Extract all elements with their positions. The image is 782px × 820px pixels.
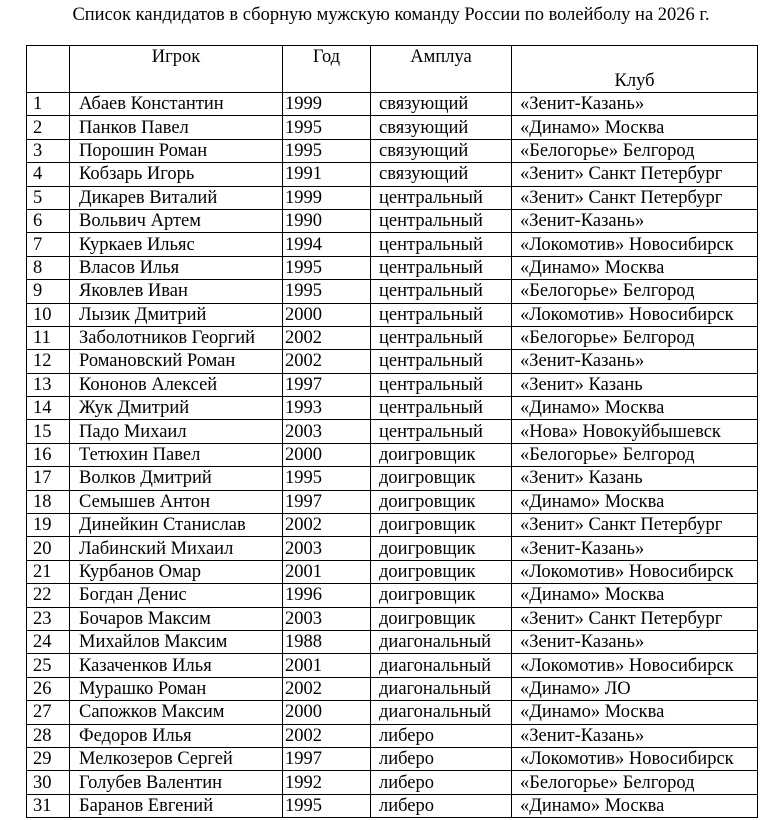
row-number: 22 <box>27 584 70 607</box>
player-name: Дикарев Виталий <box>70 186 283 209</box>
table-row <box>27 186 758 209</box>
table-row <box>27 724 758 747</box>
player-role: доигровщик <box>371 467 512 490</box>
header-club: Клуб <box>512 46 758 93</box>
player-role: доигровщик <box>371 490 512 513</box>
table-row <box>27 630 758 653</box>
table-row <box>27 209 758 232</box>
birth-year: 1990 <box>283 209 371 232</box>
club-name: «Динамо» Москва <box>512 490 758 513</box>
club-name: «Локомотив» Новосибирск <box>512 747 758 770</box>
player-name: Казаченков Илья <box>70 654 283 677</box>
club-name: «Динамо» Москва <box>512 701 758 724</box>
row-number: 31 <box>27 794 70 817</box>
club-name: «Локомотив» Новосибирск <box>512 233 758 256</box>
row-number: 20 <box>27 537 70 560</box>
table-row <box>27 163 758 186</box>
birth-year: 1999 <box>283 93 371 116</box>
player-role: центральный <box>371 350 512 373</box>
club-name: «Динамо» Москва <box>512 584 758 607</box>
birth-year: 2002 <box>283 724 371 747</box>
table-row <box>27 467 758 490</box>
row-number: 16 <box>27 443 70 466</box>
player-role: связующий <box>371 163 512 186</box>
row-number: 3 <box>27 139 70 162</box>
player-role: доигровщик <box>371 560 512 583</box>
table-row <box>27 771 758 794</box>
birth-year: 1995 <box>283 280 371 303</box>
player-name: Кононов Алексей <box>70 373 283 396</box>
club-name: «Зенит» Санкт Петербург <box>512 163 758 186</box>
row-number: 1 <box>27 93 70 116</box>
birth-year: 1995 <box>283 116 371 139</box>
player-role: связующий <box>371 139 512 162</box>
club-name: «Зенит-Казань» <box>512 724 758 747</box>
header-num <box>27 46 70 93</box>
table-row <box>27 397 758 420</box>
table-row <box>27 350 758 373</box>
header-role: Амплуа <box>371 46 512 93</box>
table-row <box>27 443 758 466</box>
table-row <box>27 303 758 326</box>
row-number: 6 <box>27 209 70 232</box>
table-row <box>27 116 758 139</box>
player-role: центральный <box>371 303 512 326</box>
club-name: «Зенит» Санкт Петербург <box>512 607 758 630</box>
birth-year: 1997 <box>283 373 371 396</box>
row-number: 7 <box>27 233 70 256</box>
player-role: либеро <box>371 724 512 747</box>
roster-body <box>27 93 758 818</box>
player-name: Яковлев Иван <box>70 280 283 303</box>
table-row <box>27 233 758 256</box>
player-name: Панков Павел <box>70 116 283 139</box>
table-row <box>27 654 758 677</box>
row-number: 24 <box>27 630 70 653</box>
club-name: «Белогорье» Белгород <box>512 280 758 303</box>
row-number: 27 <box>27 701 70 724</box>
club-name: «Зенит» Санкт Петербург <box>512 186 758 209</box>
player-role: центральный <box>371 420 512 443</box>
row-number: 18 <box>27 490 70 513</box>
birth-year: 1988 <box>283 630 371 653</box>
club-name: «Зенит» Санкт Петербург <box>512 514 758 537</box>
player-role: связующий <box>371 93 512 116</box>
table-row <box>27 373 758 396</box>
row-number: 2 <box>27 116 70 139</box>
player-name: Баранов Евгений <box>70 794 283 817</box>
player-role: либеро <box>371 771 512 794</box>
birth-year: 2002 <box>283 326 371 349</box>
club-name: «Локомотив» Новосибирск <box>512 560 758 583</box>
table-row <box>27 514 758 537</box>
player-name: Падо Михаил <box>70 420 283 443</box>
player-name: Романовский Роман <box>70 350 283 373</box>
club-name: «Белогорье» Белгород <box>512 139 758 162</box>
player-name: Кобзарь Игорь <box>70 163 283 186</box>
birth-year: 1997 <box>283 490 371 513</box>
table-row <box>27 256 758 279</box>
player-name: Мелкозеров Сергей <box>70 747 283 770</box>
player-name: Лабинский Михаил <box>70 537 283 560</box>
player-name: Семышев Антон <box>70 490 283 513</box>
row-number: 17 <box>27 467 70 490</box>
player-name: Голубев Валентин <box>70 771 283 794</box>
player-role: центральный <box>371 373 512 396</box>
player-role: либеро <box>371 747 512 770</box>
table-row <box>27 560 758 583</box>
table-row <box>27 677 758 700</box>
table-row <box>27 584 758 607</box>
player-role: центральный <box>371 233 512 256</box>
player-role: либеро <box>371 794 512 817</box>
player-name: Бочаров Максим <box>70 607 283 630</box>
table-row <box>27 701 758 724</box>
birth-year: 1995 <box>283 139 371 162</box>
birth-year: 1995 <box>283 467 371 490</box>
birth-year: 1996 <box>283 584 371 607</box>
row-number: 23 <box>27 607 70 630</box>
header-player: Игрок <box>70 46 283 93</box>
player-role: доигровщик <box>371 537 512 560</box>
header-row <box>27 46 758 93</box>
row-number: 30 <box>27 771 70 794</box>
player-role: доигровщик <box>371 514 512 537</box>
club-name: «Зенит-Казань» <box>512 630 758 653</box>
row-number: 4 <box>27 163 70 186</box>
player-role: диагональный <box>371 701 512 724</box>
player-name: Власов Илья <box>70 256 283 279</box>
table-row <box>27 747 758 770</box>
birth-year: 2000 <box>283 701 371 724</box>
club-name: «Нова» Новокуйбышевск <box>512 420 758 443</box>
player-role: доигровщик <box>371 607 512 630</box>
player-name: Михайлов Максим <box>70 630 283 653</box>
row-number: 15 <box>27 420 70 443</box>
row-number: 5 <box>27 186 70 209</box>
player-role: центральный <box>371 326 512 349</box>
player-role: доигровщик <box>371 443 512 466</box>
player-role: диагональный <box>371 654 512 677</box>
club-name: «Локомотив» Новосибирск <box>512 654 758 677</box>
club-name: «Динамо» Москва <box>512 397 758 420</box>
player-role: связующий <box>371 116 512 139</box>
player-role: доигровщик <box>371 584 512 607</box>
row-number: 26 <box>27 677 70 700</box>
birth-year: 2002 <box>283 350 371 373</box>
birth-year: 2003 <box>283 420 371 443</box>
club-name: «Зенит-Казань» <box>512 537 758 560</box>
row-number: 19 <box>27 514 70 537</box>
birth-year: 2002 <box>283 677 371 700</box>
club-name: «Зенит» Казань <box>512 373 758 396</box>
club-name: «Белогорье» Белгород <box>512 771 758 794</box>
player-name: Сапожков Максим <box>70 701 283 724</box>
player-name: Тетюхин Павел <box>70 443 283 466</box>
row-number: 21 <box>27 560 70 583</box>
table-row <box>27 326 758 349</box>
row-number: 13 <box>27 373 70 396</box>
club-name: «Белогорье» Белгород <box>512 326 758 349</box>
birth-year: 2000 <box>283 443 371 466</box>
player-name: Абаев Константин <box>70 93 283 116</box>
player-role: центральный <box>371 186 512 209</box>
club-name: «Динамо» Москва <box>512 116 758 139</box>
birth-year: 2001 <box>283 654 371 677</box>
player-role: центральный <box>371 256 512 279</box>
club-name: «Зенит-Казань» <box>512 209 758 232</box>
birth-year: 2002 <box>283 514 371 537</box>
club-name: «Динамо» ЛО <box>512 677 758 700</box>
birth-year: 1992 <box>283 771 371 794</box>
player-role: центральный <box>371 280 512 303</box>
row-number: 29 <box>27 747 70 770</box>
birth-year: 1995 <box>283 256 371 279</box>
birth-year: 2003 <box>283 607 371 630</box>
row-number: 12 <box>27 350 70 373</box>
player-name: Вольвич Артем <box>70 209 283 232</box>
player-role: центральный <box>371 397 512 420</box>
table-row <box>27 420 758 443</box>
club-name: «Зенит» Казань <box>512 467 758 490</box>
club-name: «Зенит-Казань» <box>512 350 758 373</box>
player-name: Федоров Илья <box>70 724 283 747</box>
player-name: Заболотников Георгий <box>70 326 283 349</box>
row-number: 10 <box>27 303 70 326</box>
club-name: «Белогорье» Белгород <box>512 443 758 466</box>
player-name: Лызик Дмитрий <box>70 303 283 326</box>
club-name: «Динамо» Москва <box>512 256 758 279</box>
birth-year: 2000 <box>283 303 371 326</box>
table-row <box>27 490 758 513</box>
birth-year: 1997 <box>283 747 371 770</box>
player-role: диагональный <box>371 630 512 653</box>
birth-year: 1995 <box>283 794 371 817</box>
player-name: Жук Дмитрий <box>70 397 283 420</box>
roster-table <box>26 45 758 818</box>
player-name: Богдан Денис <box>70 584 283 607</box>
row-number: 14 <box>27 397 70 420</box>
row-number: 28 <box>27 724 70 747</box>
player-name: Динейкин Станислав <box>70 514 283 537</box>
table-row <box>27 537 758 560</box>
club-name: «Зенит-Казань» <box>512 93 758 116</box>
player-name: Куркаев Ильяс <box>70 233 283 256</box>
table-row <box>27 280 758 303</box>
birth-year: 1999 <box>283 186 371 209</box>
birth-year: 2003 <box>283 537 371 560</box>
birth-year: 1991 <box>283 163 371 186</box>
header-year: Год <box>283 46 371 93</box>
birth-year: 1994 <box>283 233 371 256</box>
player-role: диагональный <box>371 677 512 700</box>
page-title: Список кандидатов в сборную мужскую команду России по волейболу на 2026 г. <box>72 5 710 25</box>
table-row <box>27 93 758 116</box>
birth-year: 2001 <box>283 560 371 583</box>
player-name: Мурашко Роман <box>70 677 283 700</box>
table-row <box>27 139 758 162</box>
player-role: центральный <box>371 209 512 232</box>
player-name: Волков Дмитрий <box>70 467 283 490</box>
row-number: 9 <box>27 280 70 303</box>
club-name: «Динамо» Москва <box>512 794 758 817</box>
table-row <box>27 607 758 630</box>
club-name: «Локомотив» Новосибирск <box>512 303 758 326</box>
row-number: 11 <box>27 326 70 349</box>
birth-year: 1993 <box>283 397 371 420</box>
player-name: Курбанов Омар <box>70 560 283 583</box>
player-name: Порошин Роман <box>70 139 283 162</box>
row-number: 8 <box>27 256 70 279</box>
row-number: 25 <box>27 654 70 677</box>
table-row <box>27 794 758 817</box>
